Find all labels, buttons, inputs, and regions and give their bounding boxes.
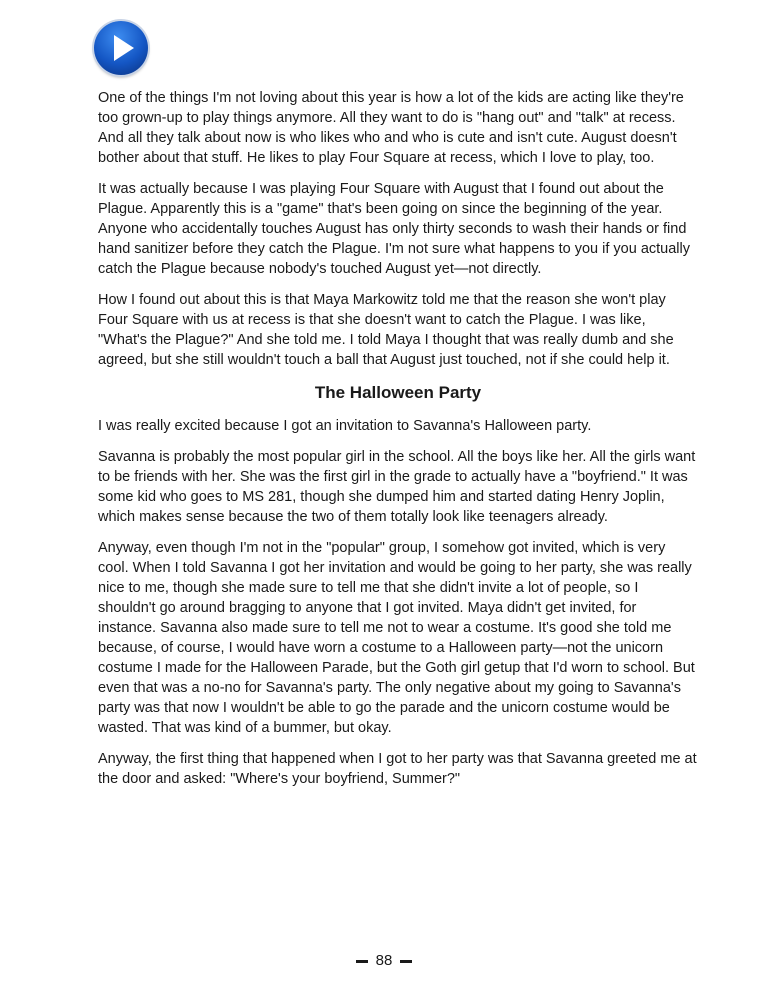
- section-heading: The Halloween Party: [314, 383, 482, 402]
- paragraph: How I found out about this is that Maya Markowitz told me that the reason she won't play Four Square with us at recess is that she doesn't want to catch the Plague. I was like, "What's the Plague?" And she told me. I told Maya I thought that was really dumb and she agreed, but she still wouldn't touch a ball that August just touched, not if she could help it.: [98, 292, 674, 368]
- paragraph: One of the things I'm not loving about this year is how a lot of the kids are acting like they're too grown-up to play things anymore. All they want to do is "hang out" and "talk" at recess. And all they talk about now is who likes who and who is cute and isn't cute. August doesn't bother about that stuff. He likes to play Four Square at recess, which I love to play, too.: [98, 90, 684, 166]
- paragraph: I was really excited because I got an invitation to Savanna's Halloween party.: [98, 418, 592, 434]
- page-content: [98, 88, 698, 800]
- paragraph: Anyway, the first thing that happened when I got to her party was that Savanna greeted me at the door and asked: "Where's your boyfriend, Summer?": [98, 751, 697, 787]
- paragraph: Anyway, even though I'm not in the "popular" group, I somehow got invited, which is very cool. When I told Savanna I got her invitation and would be going to her party, she was really nice to me, though she made sure to tell me that she didn't invite a lot of people, so I shouldn't go around bragging to anyone that I got invited. Maya didn't get invited, for instance. Savanna also made sure to tell me not to wear a costume. It's good she told me because, of course, I would have worn a costume to a Halloween party—not the unicorn costume I made for the Halloween Parade, but the Goth girl getup that I'd worn to school. But even that was a no-no for Savanna's party. The only negative about my going to Savanna's party was that now I wouldn't be able to go the parade and the unicorn costume would be wasted. That was kind of a bummer, but okay.: [98, 540, 695, 736]
- paragraph: It was actually because I was playing Four Square with August that I found out about the Plague. Apparently this is a "game" that's been going on since the beginning of the year. Anyone who accidentally touches August has only thirty seconds to wash their hands or find hand sanitizer before they catch the Plague. I'm not sure what happens to you if you actually catch the Plague because nobody's touched August yet—not directly.: [98, 181, 690, 277]
- play-icon: [94, 21, 148, 75]
- dash-decoration: [356, 960, 368, 963]
- paragraph: Savanna is probably the most popular girl in the school. All the boys like her. All the girls want to be friends with her. She was the first girl in the grade to actually have a "boyfriend." It was some kid who goes to MS 281, though she dumped him and started dating Henry Joplin, which makes sense because the two of them totally look like teenagers already.: [98, 449, 696, 525]
- page-footer: [0, 951, 768, 971]
- page-number: 88: [375, 952, 393, 969]
- play-button[interactable]: [94, 21, 148, 75]
- dash-decoration: [400, 960, 412, 963]
